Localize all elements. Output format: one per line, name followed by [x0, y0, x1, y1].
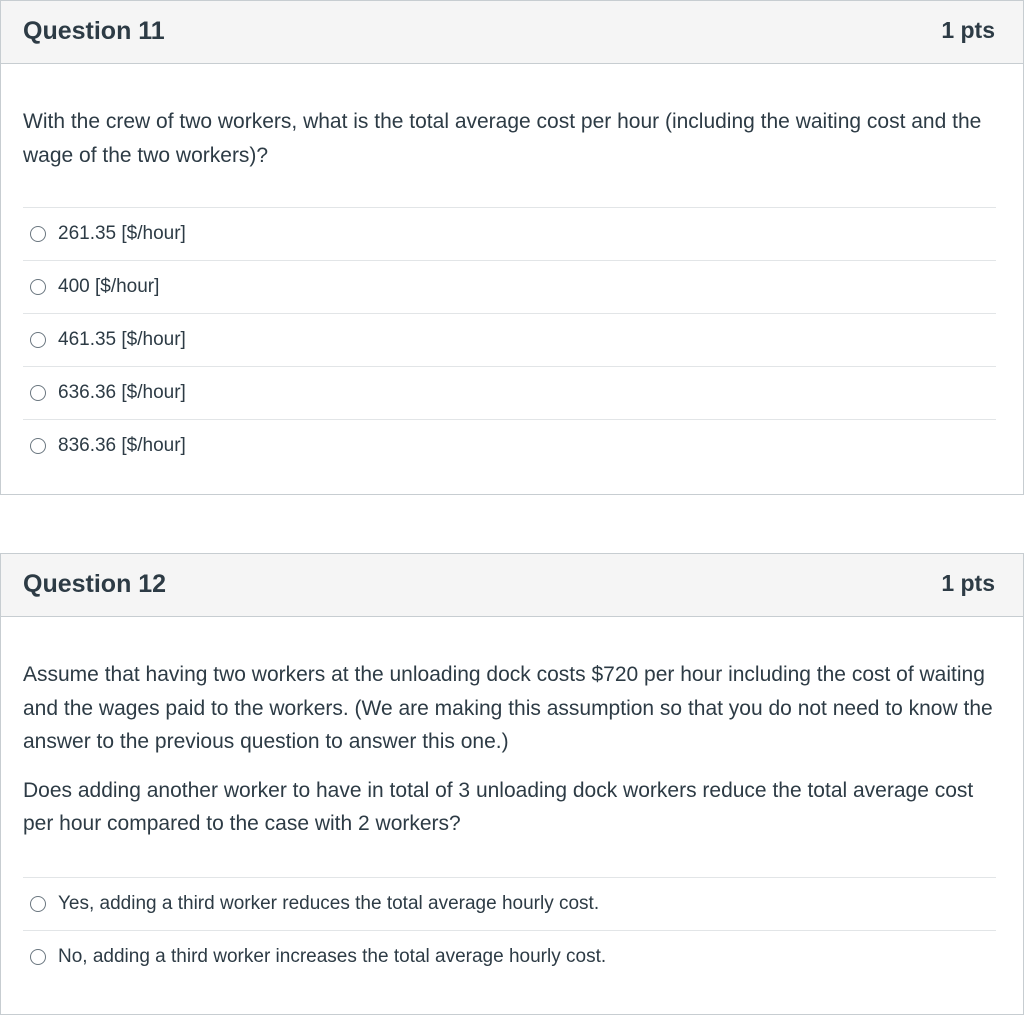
question-11-card	[0, 0, 1024, 495]
answer-label: 636.36 [$/hour]	[58, 382, 186, 403]
question-12-card	[0, 553, 1024, 1015]
question-body	[1, 64, 1023, 472]
question-title: Question 12	[23, 570, 167, 598]
question-title: Question 11	[23, 17, 165, 45]
answer-label: No, adding a third worker increases the total average hourly cost.	[58, 945, 607, 967]
answer-label: Yes, adding a third worker reduces the total average hourly cost.	[58, 892, 600, 914]
answer-option[interactable]	[23, 314, 996, 367]
answer-option[interactable]	[23, 208, 996, 261]
radio-button[interactable]	[30, 279, 46, 295]
answer-list	[23, 207, 996, 472]
question-paragraph: Assume that having two workers at the unloading dock costs $720 per hour including the cost of waiting and the wages paid to the workers. (We are making this assumption so that you do not need to know the answer to the previous question to answer this one.)	[23, 663, 993, 753]
answer-option[interactable]	[23, 878, 996, 931]
answer-option[interactable]	[23, 261, 996, 314]
question-paragraph: Does adding another worker to have in total of 3 unloading dock workers reduce the total average cost per hour compared to the case with 2 workers?	[23, 778, 974, 835]
question-points: 1 pts	[941, 570, 995, 596]
radio-button[interactable]	[30, 949, 46, 965]
radio-button[interactable]	[30, 438, 46, 454]
answer-label: 461.35 [$/hour]	[58, 329, 186, 350]
answer-label: 836.36 [$/hour]	[58, 435, 186, 456]
answer-option[interactable]	[23, 931, 996, 983]
radio-button[interactable]	[30, 385, 46, 401]
question-header	[1, 554, 1023, 617]
radio-button[interactable]	[30, 896, 46, 912]
answer-option[interactable]	[23, 420, 996, 472]
answer-option[interactable]	[23, 367, 996, 420]
question-body	[1, 617, 1023, 983]
question-header	[1, 1, 1023, 64]
question-text	[23, 617, 996, 877]
radio-button[interactable]	[30, 226, 46, 242]
answer-label: 400 [$/hour]	[58, 276, 160, 297]
question-points: 1 pts	[941, 17, 995, 43]
radio-button[interactable]	[30, 332, 46, 348]
answer-label: 261.35 [$/hour]	[58, 223, 186, 244]
answer-list	[23, 877, 996, 983]
question-paragraph: With the crew of two workers, what is the total average cost per hour (including the waiting cost and the wage of the two workers)?	[23, 110, 982, 167]
question-text	[23, 64, 996, 207]
